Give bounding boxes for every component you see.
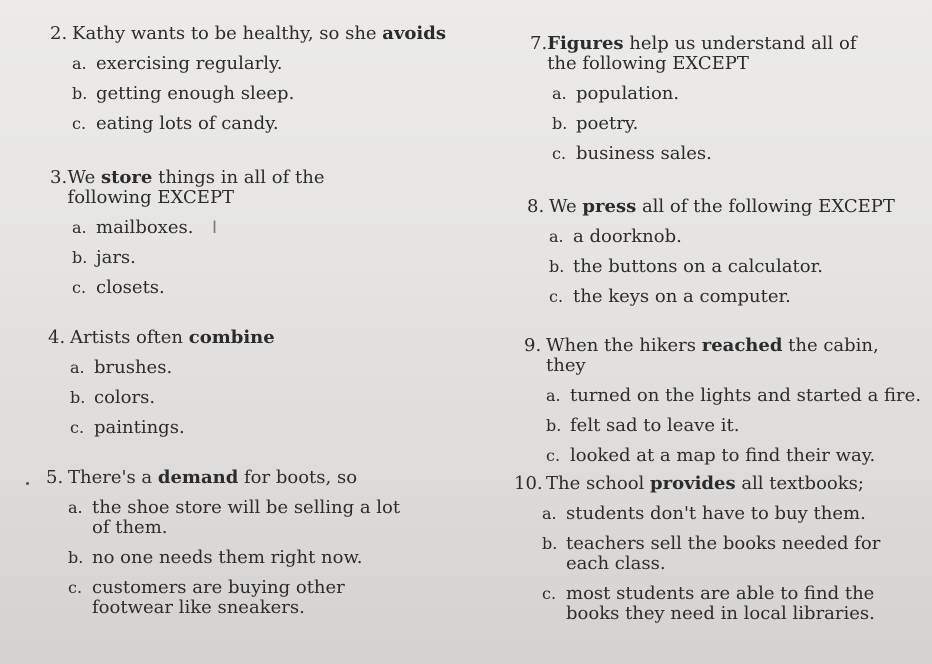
option-letter: a.: [72, 218, 87, 237]
option-text: jars.: [96, 247, 136, 268]
option-text: getting enough sleep.: [96, 83, 295, 104]
question-stem: [46, 468, 426, 488]
vocab-word: Figures: [547, 33, 624, 54]
option-letter: c.: [552, 144, 567, 163]
question-text: Artists often combine: [70, 327, 275, 348]
option-letter: b.: [68, 548, 84, 567]
option-text: paintings.: [94, 417, 185, 438]
question-text: We press all of the following EXCEPT: [549, 196, 895, 217]
answer-options: [552, 84, 890, 164]
question-text: The school provides all textbooks;: [546, 473, 864, 494]
option-letter: c.: [542, 584, 557, 603]
answer-option-c[interactable]: [72, 278, 410, 298]
answer-option-a[interactable]: [72, 218, 410, 238]
option-text: exercising regularly.: [96, 53, 283, 74]
answer-option-a[interactable]: [68, 498, 426, 538]
answer-option-c[interactable]: [552, 144, 890, 164]
answer-option-a[interactable]: [552, 84, 890, 104]
option-letter: b.: [546, 416, 562, 435]
answer-option-a[interactable]: [549, 227, 917, 247]
answer-option-b[interactable]: [72, 248, 410, 268]
vocab-word: combine: [188, 327, 275, 348]
answer-option-b[interactable]: [68, 548, 426, 568]
option-text: looked at a map to find their way.: [570, 445, 876, 466]
question-text: Kathy wants to be healthy, so she avoids: [72, 23, 446, 44]
question-stem: [524, 336, 924, 376]
option-text: felt sad to leave it.: [570, 415, 740, 436]
answer-option-b[interactable]: [72, 84, 450, 104]
answer-option-a[interactable]: [70, 358, 448, 378]
answer-options: [72, 218, 410, 298]
question-number: 8.: [527, 196, 545, 217]
option-text: turned on the lights and started a fire.: [570, 385, 922, 406]
question-number: 9.: [524, 335, 542, 356]
option-letter: c.: [72, 114, 87, 133]
answer-option-c[interactable]: [68, 578, 426, 618]
question-number: 7.: [530, 33, 548, 54]
answer-option-a[interactable]: [546, 386, 924, 406]
option-text: closets.: [96, 277, 165, 298]
answer-option-b[interactable]: [546, 416, 924, 436]
question-number: 3.: [50, 167, 68, 188]
question-stem: [530, 34, 890, 74]
option-letter: b.: [72, 84, 88, 103]
question-text: Figures help us understand all of the following EXCEPT: [547, 33, 857, 74]
question-9: [524, 336, 924, 476]
option-letter: c.: [549, 287, 564, 306]
option-letter: b.: [542, 534, 558, 553]
question-2: [50, 24, 450, 144]
vocab-word: reached: [701, 335, 783, 356]
question-stem: [48, 328, 448, 348]
question-10: [514, 474, 914, 634]
answer-options: [546, 386, 924, 466]
option-letter: a.: [552, 84, 567, 103]
question-number: 10.: [514, 473, 543, 494]
option-letter: a.: [549, 227, 564, 246]
question-text: When the hikers reached the cabin, they: [546, 335, 879, 376]
question-text: There's a demand for boots, so: [68, 467, 358, 488]
question-4: [48, 328, 448, 448]
vocab-word: store: [100, 167, 153, 188]
option-text: business sales.: [576, 143, 712, 164]
answer-option-a[interactable]: [542, 504, 914, 524]
option-letter: a.: [546, 386, 561, 405]
option-text: students don't have to buy them.: [566, 503, 866, 524]
answer-option-a[interactable]: [72, 54, 450, 74]
text-cursor-icon: I: [212, 218, 218, 238]
question-3: [50, 168, 410, 308]
option-text: eating lots of candy.: [96, 113, 279, 134]
option-letter: c.: [546, 446, 561, 465]
answer-option-b[interactable]: [552, 114, 890, 134]
option-text: the buttons on a calculator.: [573, 256, 823, 277]
option-letter: a.: [542, 504, 557, 523]
option-text: no one needs them right now.: [92, 547, 363, 568]
question-number: 5.: [46, 467, 64, 488]
answer-option-c[interactable]: [546, 446, 924, 466]
option-letter: a.: [72, 54, 87, 73]
question-7: [530, 34, 890, 174]
question-stem: [514, 474, 914, 494]
question-stem: [527, 197, 917, 217]
answer-option-c[interactable]: [70, 418, 448, 438]
question-stem: [50, 24, 450, 44]
option-text: the keys on a computer.: [573, 286, 791, 307]
margin-dot: [26, 482, 29, 485]
answer-option-c[interactable]: [542, 584, 914, 624]
option-text: population.: [576, 83, 680, 104]
answer-option-c[interactable]: [549, 287, 917, 307]
option-letter: b.: [70, 388, 86, 407]
answer-options: [68, 498, 426, 618]
option-letter: b.: [549, 257, 565, 276]
option-text: the shoe store will be selling a lot of them.: [92, 497, 401, 538]
option-letter: b.: [72, 248, 88, 267]
option-text: most students are able to find the books they need in local libraries.: [566, 583, 875, 624]
option-text: teachers sell the books needed for each class.: [566, 533, 881, 574]
answer-options: [70, 358, 448, 438]
option-letter: a.: [68, 498, 83, 517]
answer-option-c[interactable]: [72, 114, 450, 134]
option-letter: c.: [72, 278, 87, 297]
answer-options: [549, 227, 917, 307]
vocab-word: provides: [650, 473, 736, 494]
question-8: [527, 197, 917, 317]
option-text: colors.: [94, 387, 156, 408]
option-text: a doorknob.: [573, 226, 682, 247]
option-letter: b.: [552, 114, 568, 133]
answer-options: [542, 504, 914, 624]
vocab-word: press: [582, 196, 637, 217]
option-text: customers are buying other footwear like sneakers.: [92, 577, 345, 618]
option-letter: a.: [70, 358, 85, 377]
vocab-word: avoids: [382, 23, 446, 44]
answer-options: [72, 54, 450, 134]
question-number: 2.: [50, 23, 68, 44]
option-letter: c.: [68, 578, 83, 597]
question-5: [46, 468, 426, 628]
option-text: brushes.: [94, 357, 173, 378]
question-stem: [50, 168, 410, 208]
answer-option-b[interactable]: [549, 257, 917, 277]
vocab-word: demand: [157, 467, 239, 488]
answer-option-b[interactable]: [70, 388, 448, 408]
question-text: We store things in all of the following EXCEPT: [67, 167, 325, 208]
option-text: mailboxes.: [96, 217, 194, 238]
option-letter: c.: [70, 418, 85, 437]
question-number: 4.: [48, 327, 66, 348]
option-text: poetry.: [576, 113, 639, 134]
answer-option-b[interactable]: [542, 534, 914, 574]
